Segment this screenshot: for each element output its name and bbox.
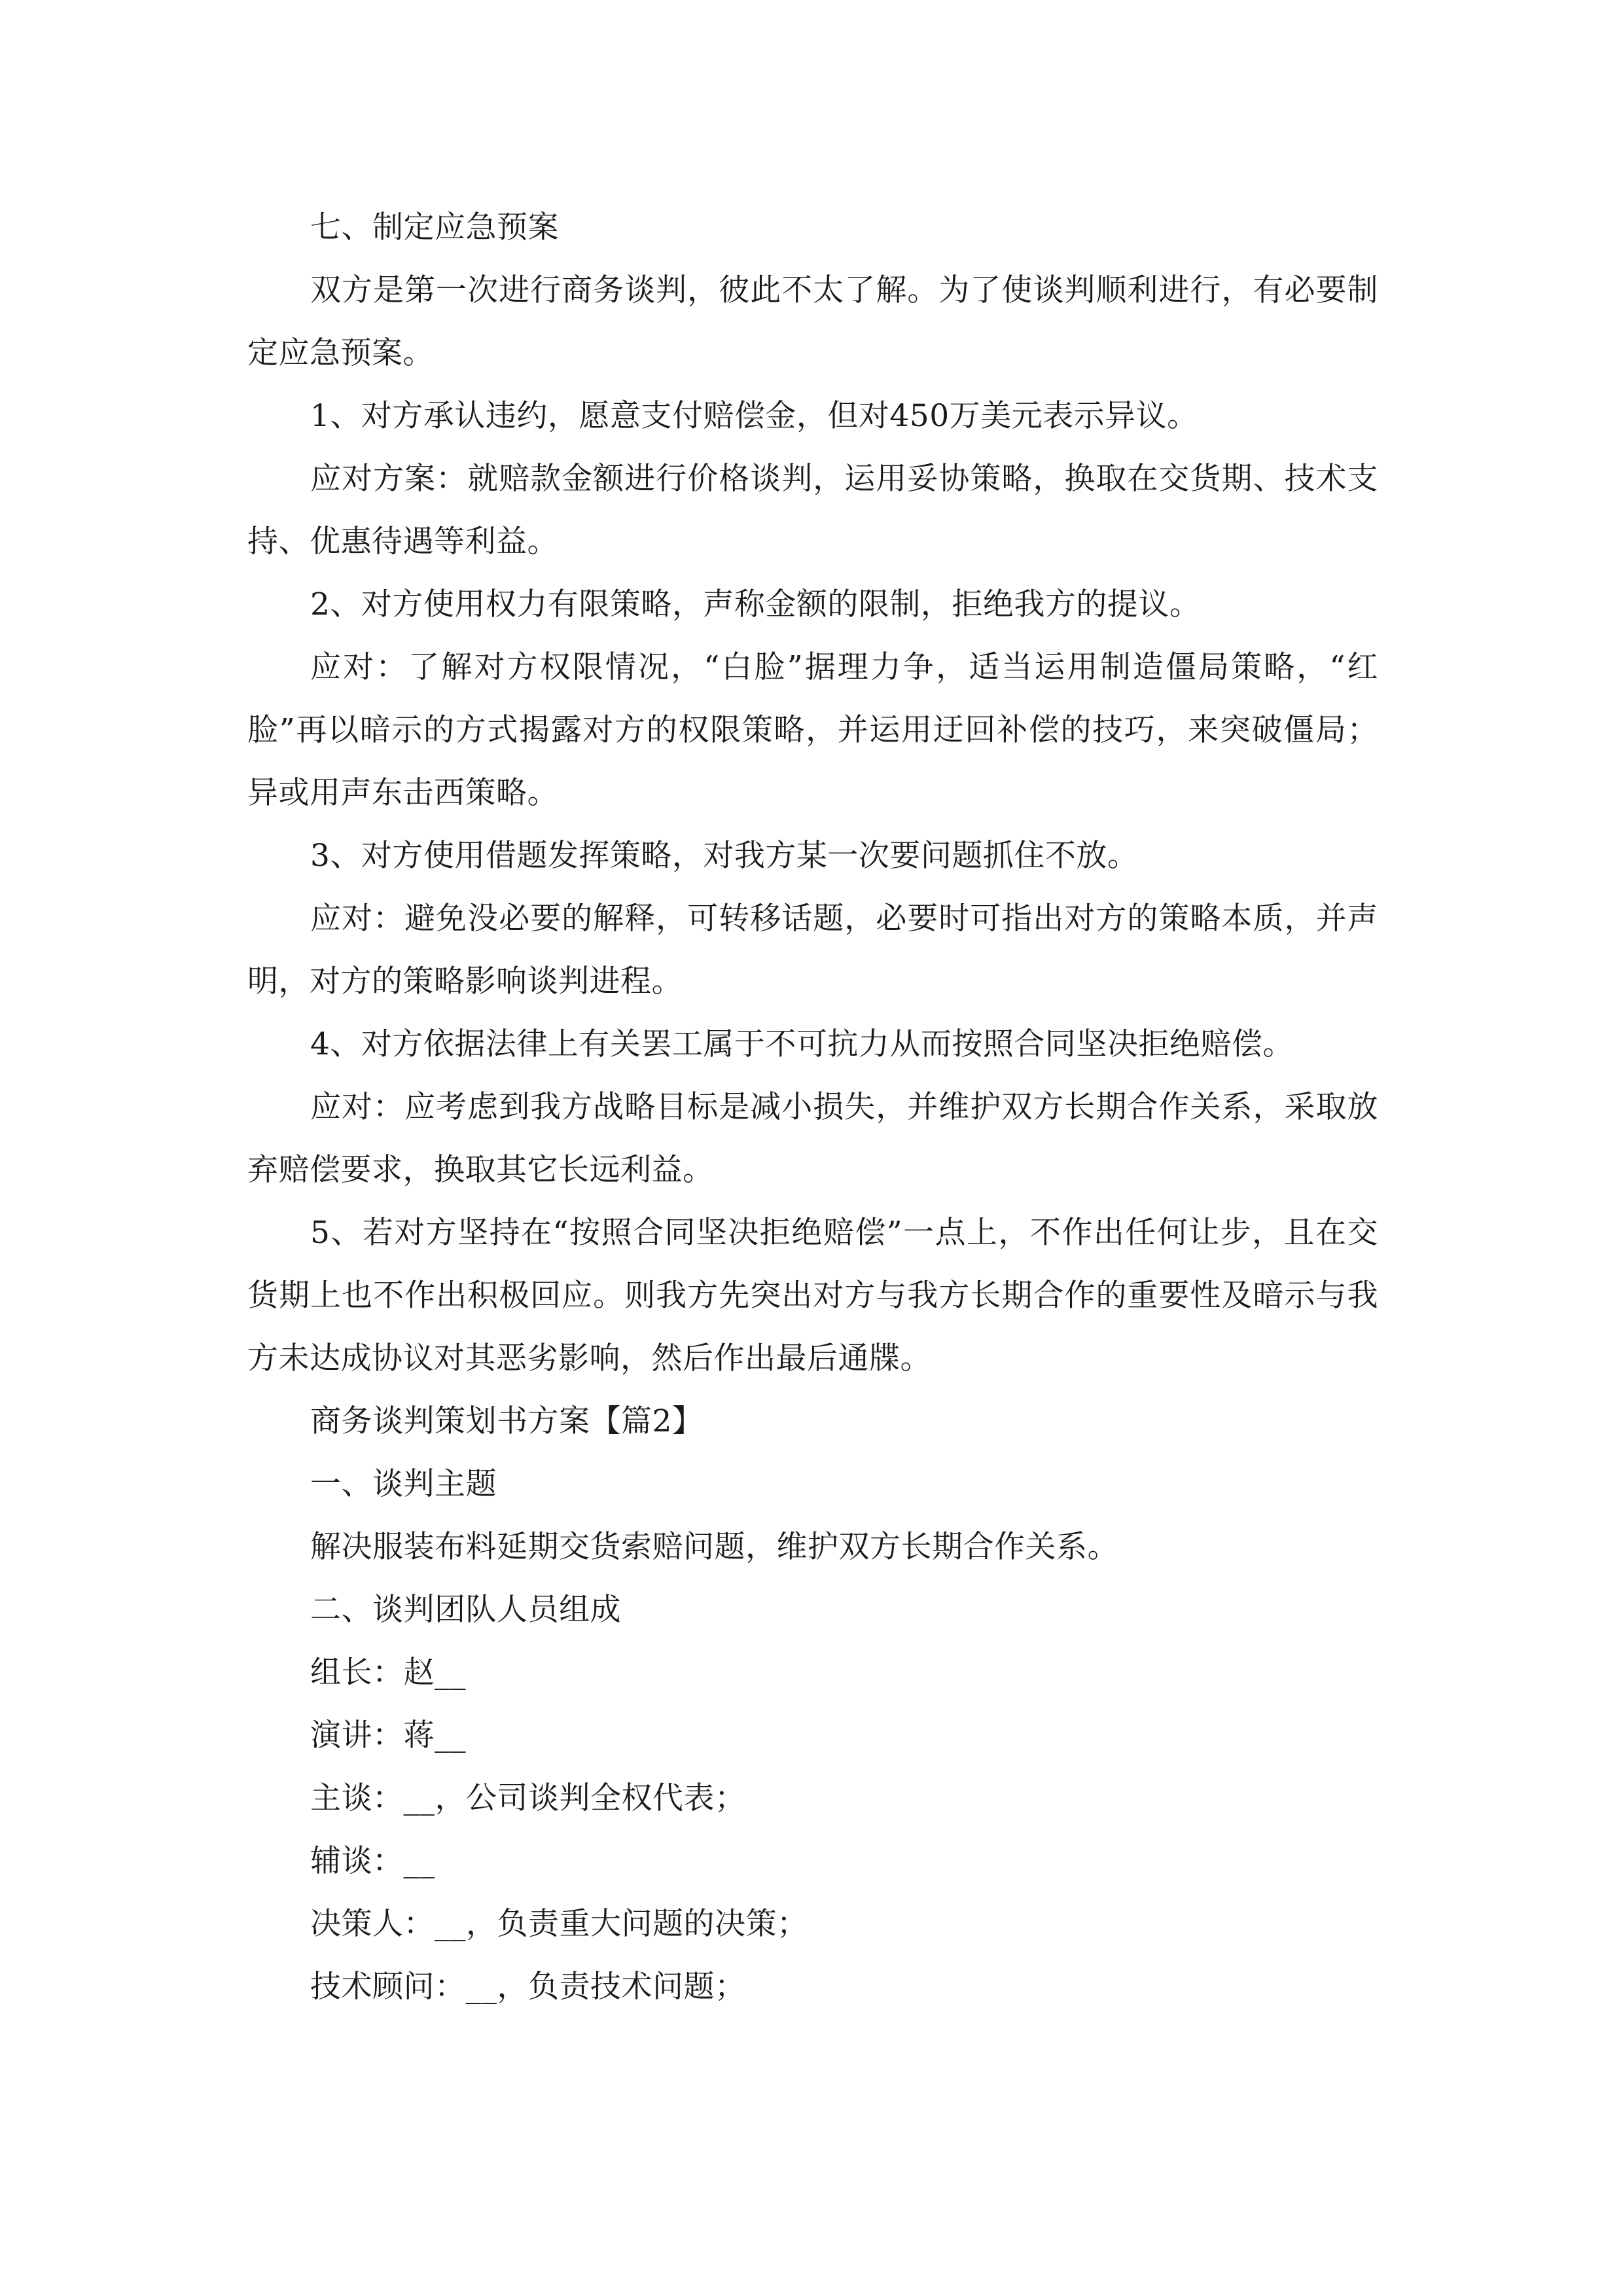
response-3: 应对：避免没必要的解释，可转移话题，必要时可指出对方的策略本质，并声明，对方的策略影响谈判进程。 bbox=[247, 901, 1378, 999]
scenario-2: 2、对方使用权力有限策略，声称金额的限制，拒绝我方的提议。 bbox=[310, 586, 1201, 622]
team-member-speaker: 演讲：蒋__ bbox=[310, 1717, 466, 1753]
response-1: 应对方案：就赔款金额进行价格谈判，运用妥协策略，换取在交货期、技术支持、优惠待遇等利益。 bbox=[247, 461, 1378, 560]
team-member-technical-advisor: 技术顾问：__，负责技术问题； bbox=[310, 1969, 746, 2005]
team-member-assistant: 辅谈：__ bbox=[310, 1843, 435, 1879]
section-heading-topic: 一、谈判主题 bbox=[310, 1466, 497, 1502]
document-body bbox=[247, 196, 1378, 2018]
scenario-5: 5、若对方坚持在“按照合同坚决拒绝赔偿”一点上，不作出任何让步，且在交货期上也不作出积极回应。则我方先突出对方与我方长期合作的重要性及暗示与我方未达成协议对其恶劣影响，然后作出最后通牒。 bbox=[247, 1215, 1378, 1376]
team-member-leader: 组长：赵__ bbox=[310, 1655, 466, 1691]
section-heading-contingency: 七、制定应急预案 bbox=[310, 209, 559, 245]
paragraph-intro: 双方是第一次进行商务谈判，彼此不太了解。为了使谈判顺利进行，有必要制定应急预案。 bbox=[247, 272, 1378, 371]
paragraph-topic: 解决服装布料延期交货索赔问题，维护双方长期合作关系。 bbox=[310, 1529, 1118, 1565]
scenario-1: 1、对方承认违约，愿意支付赔偿金，但对450万美元表示异议。 bbox=[310, 398, 1198, 434]
section-heading-team: 二、谈判团队人员组成 bbox=[310, 1592, 621, 1628]
response-2: 应对：了解对方权限情况，“白脸”据理力争，适当运用制造僵局策略，“红脸”再以暗示的方式揭露对方的权限策略，并运用迂回补偿的技巧，来突破僵局；异或用声东击西策略。 bbox=[247, 649, 1378, 811]
scenario-4: 4、对方依据法律上有关罢工属于不可抗力从而按照合同坚决拒绝赔偿。 bbox=[310, 1026, 1294, 1062]
team-member-decision-maker: 决策人：__，负责重大问题的决策； bbox=[310, 1906, 808, 1942]
article-title-part-2: 商务谈判策划书方案【篇2】 bbox=[310, 1403, 704, 1439]
response-4: 应对：应考虑到我方战略目标是减小损失，并维护双方长期合作关系，采取放弃赔偿要求，换取其它长远利益。 bbox=[247, 1089, 1378, 1188]
team-member-lead-negotiator: 主谈：__，公司谈判全权代表； bbox=[310, 1780, 746, 1816]
scenario-3: 3、对方使用借题发挥策略，对我方某一次要问题抓住不放。 bbox=[310, 838, 1139, 874]
